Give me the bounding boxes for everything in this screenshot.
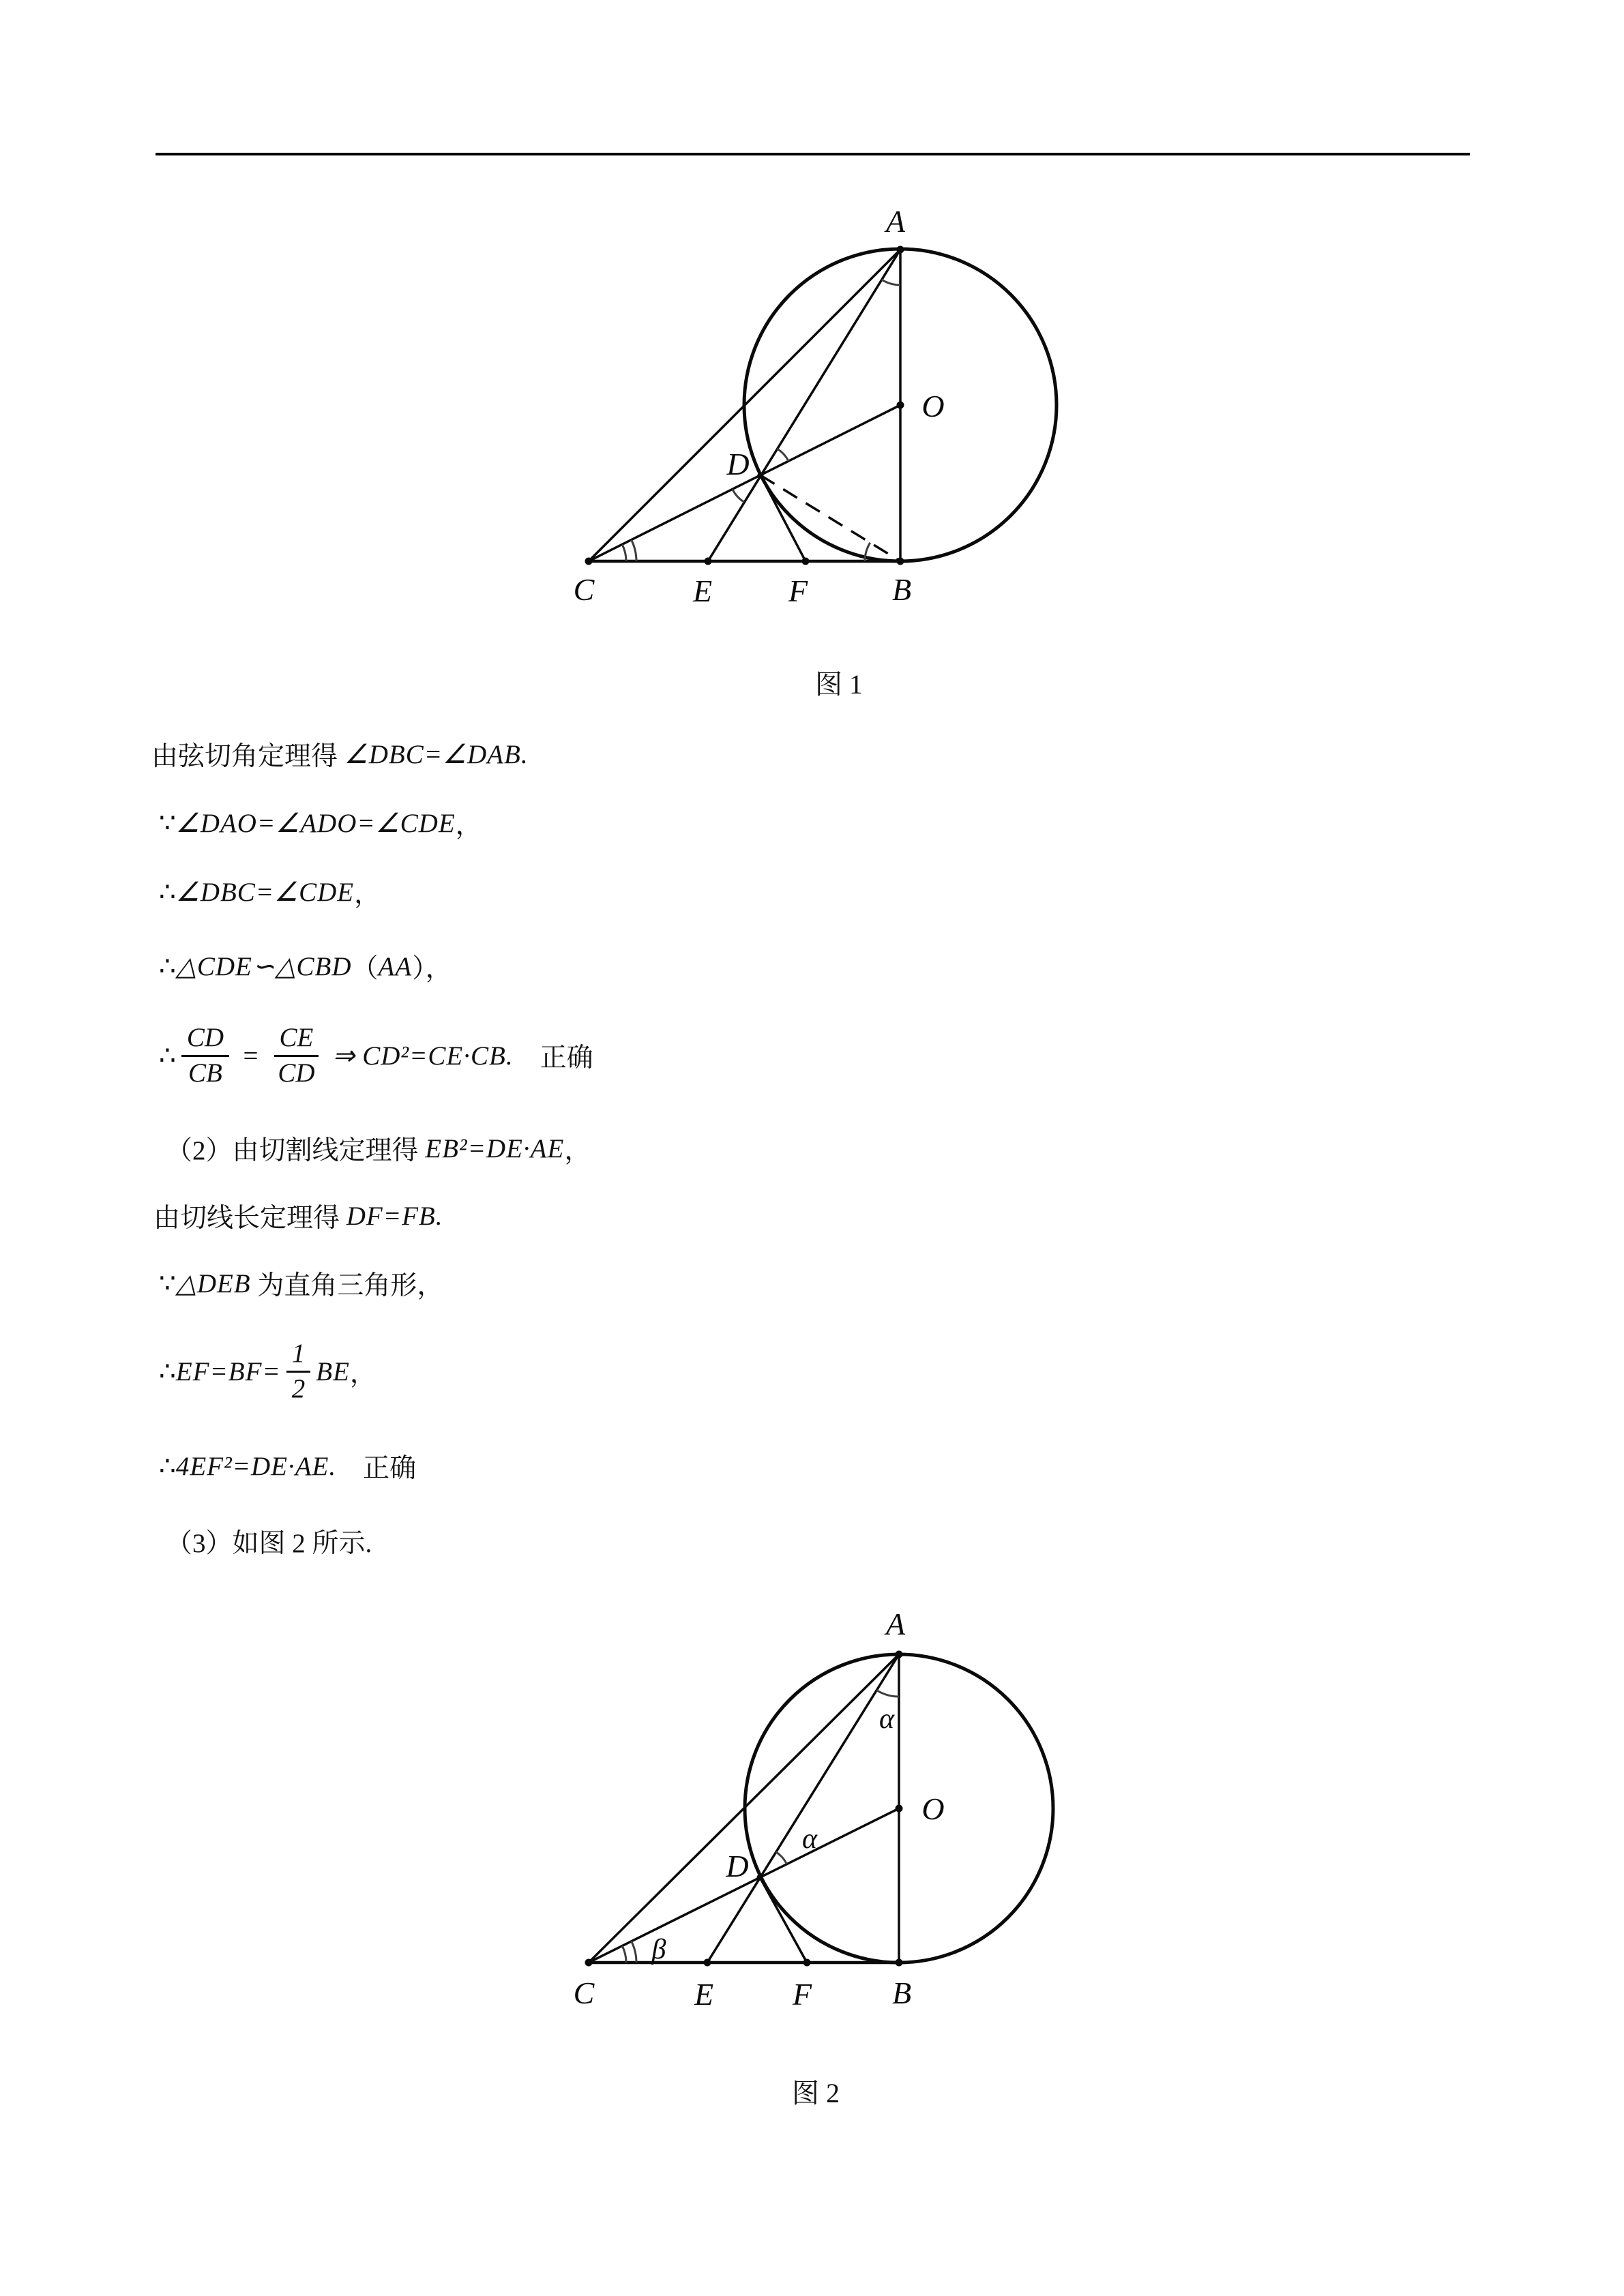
label-C-fig1: C (573, 572, 595, 607)
math-segment: ∠DBC=∠CDE (175, 877, 355, 907)
point-D-fig1 (758, 473, 764, 479)
solution-line-1 (151, 738, 529, 771)
angle-arc-CDE-fig1 (733, 490, 744, 503)
fraction-numerator: CE (274, 1023, 319, 1057)
fraction-numerator: CD (181, 1023, 229, 1057)
math-segment: ⇒ (332, 1041, 356, 1071)
math-segment: △DEB (175, 1268, 251, 1298)
figure-1-diagram (546, 184, 1105, 627)
point-O-fig1 (897, 402, 904, 409)
text-segment: （2）由切割线定理得 (166, 1136, 426, 1165)
fraction-denominator: CD (278, 1058, 315, 1088)
label-A-fig1: A (885, 204, 906, 239)
math-segment: ∠DAO=∠ADO=∠CDE (175, 808, 456, 838)
text-segment: （3）如图 2 所示. (166, 1529, 372, 1558)
fraction-denominator: 2 (291, 1373, 306, 1403)
angle-arc-DCB-inner-fig2 (622, 1945, 626, 1963)
angle-arc-DCB-outer-fig2 (632, 1941, 636, 1963)
text-segment: 由弦切角定理得 (151, 742, 344, 771)
figure-1-caption: 图 1 (815, 669, 863, 700)
text-segment: 为直角三角形， (250, 1271, 444, 1300)
label-E-fig2: E (694, 1977, 714, 2012)
point-O-fig2 (896, 1805, 903, 1813)
solution-line-10 (159, 1450, 416, 1482)
fraction-denominator: CB (188, 1058, 222, 1088)
point-A-fig1 (897, 246, 904, 254)
label-B-fig2: B (891, 1976, 912, 2010)
label-D-fig1: D (726, 447, 750, 481)
point-E-fig2 (704, 1959, 711, 1967)
solution-line-3 (159, 876, 381, 908)
text-segment: 正确 (336, 1454, 417, 1483)
math-segment: AA (378, 951, 413, 981)
point-C-fig1 (585, 558, 593, 565)
text-segment: ）， (412, 954, 452, 983)
text-segment: ， (354, 880, 381, 909)
math-segment: DF=FB. (346, 1201, 443, 1231)
solution-line-9 (159, 1320, 377, 1422)
text-segment: 由切线长定理得 (153, 1204, 346, 1233)
label-E-fig1: E (692, 573, 713, 608)
figure-2-caption: 图 2 (792, 2078, 840, 2108)
point-C-fig2 (585, 1959, 593, 1967)
point-B-fig1 (897, 558, 904, 565)
label-alpha-at-D-fig2: α (801, 1823, 818, 1855)
solution-line-5 (159, 1004, 593, 1107)
text-segment: 正确 (513, 1043, 593, 1073)
text-segment: ∴ (159, 877, 176, 907)
text-segment: ∴ (159, 951, 176, 981)
label-F-fig2: F (792, 1977, 812, 2012)
angle-arc-DAB-fig2 (876, 1690, 899, 1697)
solution-line-6 (166, 1132, 591, 1165)
label-B-fig1: B (891, 572, 912, 607)
label-A-fig2: A (885, 1607, 906, 1641)
math-segment: EF=BF= (175, 1356, 281, 1386)
text-segment: ， (564, 1136, 591, 1165)
math-segment: CD²=CE·CB. (362, 1041, 514, 1071)
point-F-fig1 (802, 558, 810, 565)
label-F-fig1: F (788, 573, 808, 608)
text-segment: ∴ (159, 1041, 176, 1071)
point-F-fig2 (803, 1959, 811, 1967)
label-alpha-at-A-fig2: α (879, 1703, 895, 1735)
angle-arc-DAB-fig1 (882, 280, 900, 285)
text-segment: ∴ (159, 1356, 176, 1386)
label-O-fig2: O (921, 1791, 945, 1826)
label-beta-at-C-fig2: β (651, 1934, 666, 1965)
label-C-fig2: C (573, 1976, 595, 2010)
formula-fraction (286, 1339, 311, 1405)
solution-line-11 (166, 1525, 372, 1557)
text-segment: ， (349, 1359, 377, 1388)
line-DB-dashed-fig1 (761, 475, 900, 561)
angle-arc-ADO-fig2 (776, 1852, 786, 1864)
solution-line-2 (159, 807, 482, 839)
line-DF-fig1 (761, 475, 806, 561)
text-segment: ∵ (159, 1268, 176, 1298)
solution-line-4 (159, 950, 452, 983)
label-D-fig2: D (726, 1849, 749, 1883)
math-segment: BE (316, 1356, 350, 1386)
figure-2-diagram (546, 1589, 1105, 2039)
line-CA-fig1 (589, 250, 900, 561)
text-segment: ∴ (159, 1451, 176, 1481)
math-segment: ∠DBC=∠DAB. (344, 739, 529, 769)
fraction-numerator: 1 (286, 1339, 311, 1373)
header-rule (156, 153, 1470, 155)
text-segment: ∵ (159, 808, 176, 838)
label-O-fig1: O (921, 389, 945, 423)
point-B-fig2 (896, 1959, 903, 1967)
line-DF-fig2 (760, 1877, 807, 1963)
math-segment: EB²=DE·AE (425, 1133, 565, 1163)
angle-arc-ADO-fig1 (777, 449, 788, 461)
line-CA-fig2 (589, 1654, 899, 1963)
math-segment: 4EF²=DE·AE. (175, 1451, 337, 1481)
line-AE-fig2 (707, 1654, 899, 1963)
math-segment: △CDE∽△CBD (175, 951, 352, 981)
text-segment: ， (455, 811, 482, 840)
angle-arc-DCB-outer-fig1 (632, 540, 636, 561)
line-CO-fig2 (589, 1808, 899, 1963)
solution-line-7 (153, 1199, 443, 1232)
point-A-fig2 (896, 1651, 903, 1658)
formula-fraction (181, 1023, 229, 1089)
line-AE-fig1 (708, 250, 900, 561)
solution-line-8 (159, 1267, 443, 1300)
point-D-fig2 (757, 1875, 763, 1881)
math-segment: = (241, 1041, 261, 1071)
angle-arc-DCB-inner-fig1 (622, 544, 626, 561)
text-segment: （ (351, 954, 379, 983)
formula-fraction (272, 1023, 320, 1089)
point-E-fig1 (705, 558, 712, 565)
